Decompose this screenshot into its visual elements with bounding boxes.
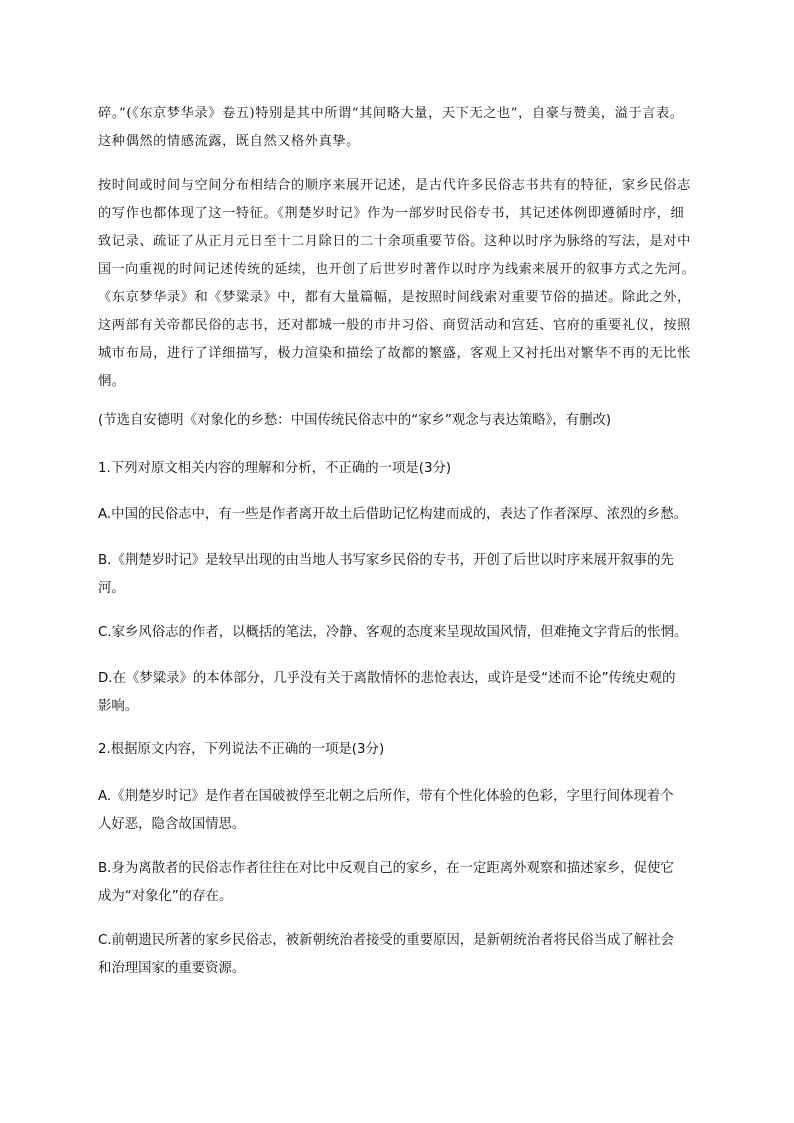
option-text: 人好恶，隐含故国情思。 bbox=[98, 817, 246, 832]
question-stem-text: 2.根据原文内容，下列说法不正确的一项是(3分) bbox=[98, 742, 385, 757]
option-text: C.前朝遗民所著的家乡民俗志，被新朝统治者接受的重要原因，是新朝统治者将民俗当成了解社会 bbox=[98, 933, 675, 948]
option-text: 影响。 bbox=[98, 699, 139, 714]
question-1-option-a bbox=[98, 501, 698, 529]
question-2-option-c bbox=[98, 927, 698, 983]
question-2-stem bbox=[98, 736, 698, 764]
option-text: B.身为离散者的民俗志作者往往在对比中反观自己的家乡，在一定距离外观察和描述家乡，促使它 bbox=[98, 861, 674, 876]
paragraph-line: 这种偶然的情感流露，既自然又格外真挚。 bbox=[98, 134, 360, 149]
passage-paragraph-1 bbox=[98, 100, 698, 156]
option-text: C.家乡风俗志的作者，以概括的笔法，冷静、客观的态度来呈现故国风情，但难掩文字背后的怅惘。 bbox=[98, 625, 688, 640]
option-text: B.《荆楚岁时记》是较早出现的由当地人书写家乡民俗的专书，开创了后世以时序来展开叙事的先 bbox=[98, 553, 674, 568]
option-text: 和治理国家的重要资源。 bbox=[98, 961, 246, 976]
option-text: 河。 bbox=[98, 581, 125, 596]
option-text: D.在《梦粱录》的本体部分，几乎没有关于离散情怀的悲怆表达，或许是受“述而不论”传统史观的 bbox=[98, 671, 676, 686]
question-1-option-d bbox=[98, 665, 698, 721]
paragraph-line: 碎。”(《东京梦华录》卷五)特别是其中所谓“其间略大量，天下无之也”，自豪与赞美，溢于言表。 bbox=[98, 106, 684, 121]
question-2-option-a bbox=[98, 783, 698, 839]
question-1-option-b bbox=[98, 547, 698, 603]
source-text: (节选自安德明《对象化的乡愁：中国传统民俗志中的“家乡”观念与表达策略》，有删改) bbox=[98, 413, 612, 428]
paragraph-line: 的写作也都体现了这一特征。《荆楚岁时记》作为一部岁时民俗专书，其记述体例即遵循时序，细 bbox=[98, 206, 685, 221]
paragraph-line: 惘。 bbox=[98, 374, 126, 389]
question-stem-text: 1.下列对原文相关内容的理解和分析，不正确的一项是(3分) bbox=[98, 461, 452, 476]
question-1-stem bbox=[98, 455, 698, 483]
paragraph-line: 《东京梦华录》和《梦粱录》中，都有大量篇幅，是按照时间线索对重要节俗的描述。除此之外， bbox=[98, 290, 691, 305]
paragraph-line: 致记录、疏证了从正月元日至十二月除日的二十余项重要节俗。这种以时序为脉络的写法，是对中 bbox=[98, 234, 691, 249]
passage-source bbox=[98, 407, 698, 435]
option-text: A.中国的民俗志中，有一些是作者离开故土后借助记忆构建而成的，表达了作者深厚、浓烈的乡愁。 bbox=[98, 507, 687, 522]
question-2-option-b bbox=[98, 855, 698, 911]
paragraph-line: 按时间或时间与空间分布相结合的顺序来展开记述，是古代许多民俗志书共有的特征，家乡民俗志 bbox=[98, 178, 691, 193]
paragraph-line: 城市布局，进行了详细描写，极力渲染和描绘了故都的繁盛，客观上又衬托出对繁华不再的无比怅 bbox=[98, 346, 691, 361]
option-text: A.《荆楚岁时记》是作者在国破被俘至北朝之后所作，带有个性化体验的色彩，字里行间体现着个 bbox=[98, 789, 674, 804]
option-text: 成为“对象化”的存在。 bbox=[98, 889, 233, 904]
question-1-option-c bbox=[98, 619, 698, 647]
paragraph-line: 国一向重视的时间记述传统的延续，也开创了后世岁时著作以时序为线索来展开的叙事方式之先河。 bbox=[98, 262, 696, 277]
paragraph-line: 这两部有关帝都民俗的志书，还对都城一般的市井习俗、商贸活动和宫廷、官府的重要礼仪，按照 bbox=[98, 318, 691, 333]
passage-paragraph-2 bbox=[98, 172, 698, 396]
